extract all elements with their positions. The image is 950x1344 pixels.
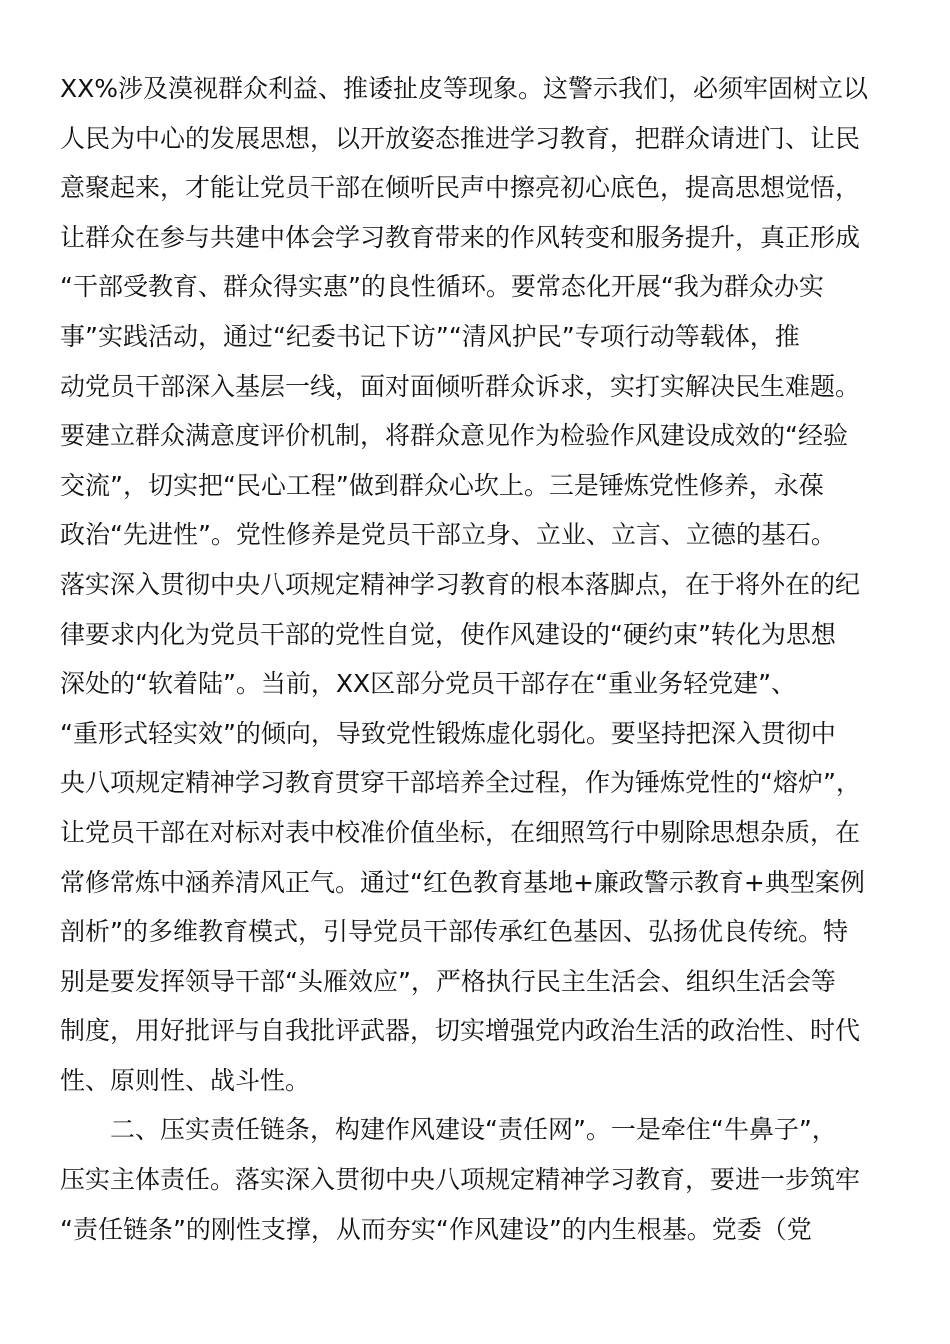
text-line-11: 落实深入贯彻中央八项规定精神学习教育的根本落脚点，在于将外在的纪 xyxy=(60,569,861,599)
text-line-4: 让群众在参与共建中体会学习教育带来的作风转变和服务提升，真正形成 xyxy=(60,222,861,252)
text-line-5: “干部受教育、群众得实惠”的良性循环。要常态化开展“我为群众办实 xyxy=(60,272,824,302)
text-line-3: 意聚起来，才能让党员干部在倾听民声中擦亮初心底色，提高思想觉悟， xyxy=(60,173,861,203)
text-line-7: 动党员干部深入基层一线，面对面倾听群众诉求，实打实解决民生难题。 xyxy=(60,371,861,401)
text-line-23: 压实主体责任。落实深入贯彻中央八项规定精神学习教育，要进一步筑牢 xyxy=(60,1165,861,1195)
body-text xyxy=(60,64,890,1254)
text-line-20: 制度，用好批评与自我批评武器，切实增强党内政治生活的政治性、时代 xyxy=(60,1016,861,1046)
text-line-21: 性、原则性、战斗性。 xyxy=(60,1065,311,1095)
text-line-8: 要建立群众满意度评价机制，将群众意见作为检验作风建设成效的“经验 xyxy=(60,421,848,451)
text-line-12: 律要求内化为党员干部的党性自觉，使作风建设的“硬约束”转化为思想 xyxy=(60,619,836,649)
text-line-2: 人民为中心的发展思想，以开放姿态推进学习教育，把群众请进门、让民 xyxy=(60,123,861,153)
section-heading-line: 二、压实责任链条，构建作风建设“责任网”。一是牵住“牛鼻子”， xyxy=(110,1115,837,1145)
text-line-19: 别是要发挥领导干部“头雁效应”，严格执行民主生活会、组织生活会等 xyxy=(60,966,836,996)
text-line-15: 央八项规定精神学习教育贯穿干部培养全过程，作为锤炼党性的“熔炉”， xyxy=(60,768,861,798)
text-line-13: 深处的“软着陆”。当前，XX区部分党员干部存在“重业务轻党建”、 xyxy=(60,669,797,699)
text-line-1: XX%涉及漠视群众利益、推诿扯皮等现象。这警示我们，必须牢固树立以 xyxy=(60,74,869,103)
text-line-16: 让党员干部在对标对表中校准价值坐标，在细照笃行中剔除思想杂质，在 xyxy=(60,817,861,847)
text-line-14: “重形式轻实效”的倾向，导致党性锻炼虚化弱化。要坚持把深入贯彻中 xyxy=(60,718,836,748)
text-line-9: 交流”，切实把“民心工程”做到群众心坎上。三是锤炼党性修养，永葆 xyxy=(60,470,824,500)
text-line-10: 政治“先进性”。党性修养是党员干部立身、立业、立言、立德的基石。 xyxy=(60,520,836,550)
text-line-18: 剖析”的多维教育模式，引导党员干部传承红色基因、弘扬优良传统。特 xyxy=(60,917,848,947)
text-line-6: 事”实践活动，通过“纪委书记下访”“清风护民”专项行动等载体，推 xyxy=(60,321,800,351)
text-line-17: 常修常炼中涵养清风正气。通过“红色教育基地+廉政警示教育+典型案例 xyxy=(60,867,865,897)
text-line-24: “责任链条”的刚性支撑，从而夯实“作风建设”的内生根基。党委（党 xyxy=(60,1214,812,1244)
